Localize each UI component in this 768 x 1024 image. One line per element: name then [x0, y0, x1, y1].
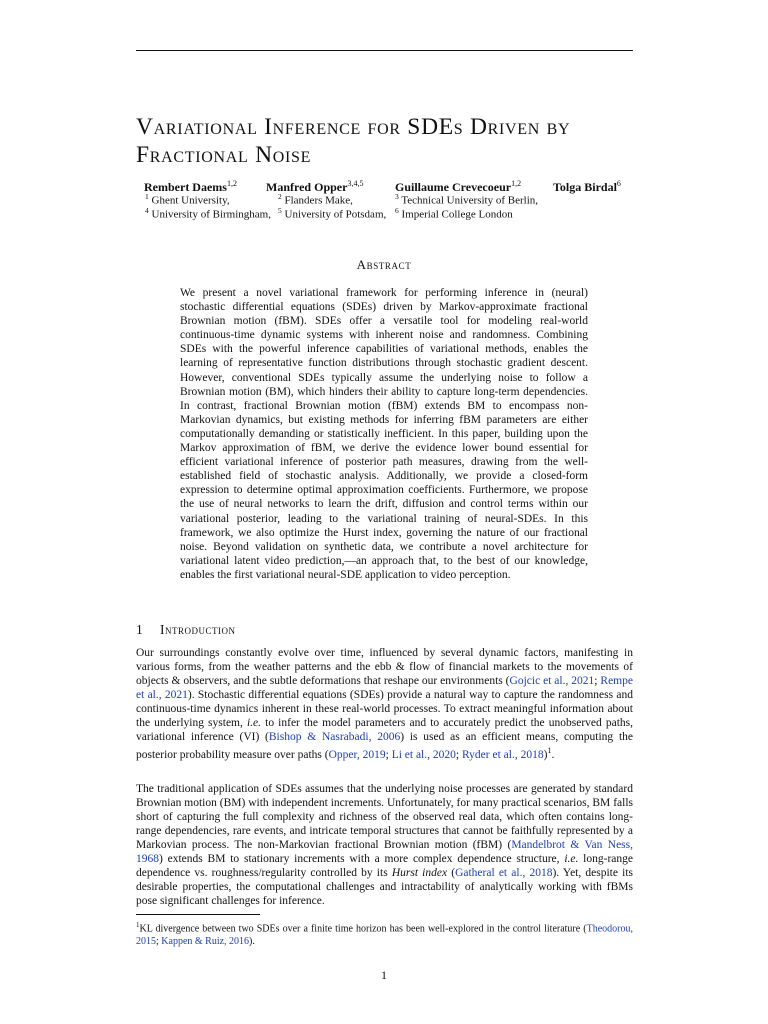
- affiliation-6: [395, 204, 513, 222]
- citation-link[interactable]: Bishop & Nasrabadi, 2006: [268, 731, 401, 743]
- affiliation-text: University of Potsdam,: [284, 208, 387, 221]
- affiliation-4: [145, 204, 271, 222]
- citation-link[interactable]: Opper, 2019: [328, 748, 386, 761]
- affiliation-sup: 5: [278, 206, 282, 215]
- affiliation-text: Imperial College London: [401, 208, 513, 221]
- author-sup: 1,2: [511, 179, 522, 188]
- affiliation-text: Ghent University,: [151, 194, 230, 207]
- affiliation-sup: 4: [145, 206, 149, 215]
- author-sup: 6: [616, 179, 621, 188]
- text-run: to infer the model parameters and to accurately predict the unobserved paths, variational inference (VI) (: [136, 717, 633, 743]
- text-run: .: [551, 748, 555, 761]
- affiliation-sup: 3: [395, 192, 399, 201]
- text-run: ;: [594, 675, 601, 687]
- section-heading: [136, 622, 236, 638]
- text-run: ) extends BM to stationary increments with a more complex dependence structure,: [159, 853, 565, 865]
- text-run: ). Yet, despite its desirable properties, the computational challenges and intractability of analytically working with fBMs pose significant challenges for inference.: [136, 867, 633, 907]
- text-run: ) is used as an efficient means, computing the posterior probability measure over paths (: [136, 731, 634, 761]
- citation-link[interactable]: Li et al., 2020: [391, 748, 456, 761]
- footnote-sup: 1: [136, 921, 140, 929]
- author-4: [553, 176, 621, 195]
- affiliation-text: Flanders Make,: [284, 194, 353, 207]
- citation-link[interactable]: Mandelbrot & Van Ness, 1968: [136, 839, 633, 865]
- abstract-text: We present a novel variational framework for performing inference in (neural) stochastic differential equations (SDEs) driven by Markov-approximate fractional Brownian motion (fBM). SDEs offer a versatile tool for modeling real-world continuous-time dynamic systems with inherent noise and randomness. Combining SDEs with the powerful inference capabilities of variational methods, enables the learning of representative function distributions through stochastic gradient descent. However, conventional SDEs typically assume the underlying noise to follow a Brownian motion (BM), which hinders their ability to capture long-term dependencies. In contrast, fractional Brownian motion (fBM) extends BM to encompass non-Markovian dynamics, but existing methods for inferring fBM parameters are either computationally demanding or statistically inefficient. In this paper, building upon the Markov approximation of fBM, we derive the evidence lower bound essential for efficient variational inference of posterior path measures, drawing from the well-established field of stochastic analysis. Additionally, we provide a closed-form expression to determine optimal approximation coefficients. Furthermore, we propose the use of neural networks to learn the drift, diffusion and control terms within our variational posterior, leading to the variational training of neural-SDEs. In this framework, we also optimize the Hurst index, governing the nature of our fractional noise. Beyond validation on synthetic data, we contribute a novel architecture for variational latent video prediction,—an approach that, to the best of our knowledge, enables the first variational neural-SDE application to video perception.: [180, 287, 588, 581]
- footnote-rule: [136, 914, 260, 915]
- text-run: Our surroundings constantly evolve over time, influenced by several dynamic factors, manifesting in various forms, from the weather patterns and the ebb & flow of financial markets to the movements of objects & observers, and the subtle deformations that reshape our environments (: [136, 647, 633, 687]
- citation-link[interactable]: Gojcic et al., 2021: [509, 675, 595, 687]
- text-run: (: [447, 867, 456, 879]
- abstract-heading: Abstract: [356, 257, 412, 272]
- citation-link[interactable]: Ryder et al., 2018: [461, 748, 544, 761]
- paper-title: Variational Inference for SDEs Driven by Fractional Noise: [136, 113, 571, 168]
- text-run: ): [543, 748, 548, 761]
- text-run-italic: i.e.: [564, 853, 579, 865]
- citation-link[interactable]: Theodorou, 2015: [136, 923, 633, 947]
- hurst-index-term: Hurst index: [391, 867, 448, 879]
- section-number: 1: [136, 622, 144, 637]
- affiliation-sup: 2: [278, 192, 282, 201]
- footnote-marker[interactable]: 1: [547, 746, 552, 755]
- affiliation-sup: 1: [145, 192, 149, 201]
- text-run: The traditional application of SDEs assumes that the underlying noise processes are generated by standard Brownian motion (BM) with independent increments. Unfortunately, for many practical scenarios, BM falls short of capturing the full complexity and richness of the observed real data, which often contains long-range dependencies, rare events, and intricate temporal structures that cannot be faithfully represented by a Markovian process. The non-Markovian fractional Brownian motion (fBM) (: [136, 783, 633, 851]
- text-run: long-range dependence vs. roughness/regularity controlled by its: [136, 853, 633, 879]
- affiliation-5: [278, 204, 386, 222]
- footnote: [136, 919, 633, 948]
- text-run: ;: [156, 935, 162, 947]
- text-run: ;: [455, 748, 462, 761]
- text-run: KL divergence between two SDEs over a finite time horizon has been well-explored in the control literature (: [139, 923, 587, 935]
- author-name: Rembert Daems: [144, 180, 227, 194]
- citation-link[interactable]: Kappen & Ruiz, 2016: [161, 935, 250, 947]
- citation-link[interactable]: Rempe et al., 2021: [136, 675, 633, 701]
- author-sup: 3,4,5: [347, 179, 364, 188]
- author-name: Tolga Birdal: [553, 180, 617, 194]
- affiliation-text: University of Birmingham,: [151, 208, 271, 221]
- author-sup: 1,2: [226, 179, 237, 188]
- author-name: Manfred Opper: [266, 180, 348, 194]
- text-run: ). Stochastic differential equations (SDEs) provide a natural way to capture the randomness and continuous-time dynamics inherent in these real-world processes. To extract meaningful information about the underlying system,: [136, 689, 633, 729]
- text-run: ).: [249, 935, 255, 947]
- affiliation-sup: 6: [395, 206, 399, 215]
- section-title: Introduction: [160, 622, 236, 637]
- top-rule: [136, 50, 633, 51]
- page-number: 1: [381, 968, 387, 982]
- author-name: Guillaume Crevecoeur: [395, 180, 512, 194]
- text-run: ;: [385, 748, 392, 761]
- affiliation-text: Technical University of Berlin,: [401, 194, 539, 207]
- text-run-italic: i.e.: [246, 717, 262, 729]
- intro-paragraph-2: [136, 782, 633, 908]
- intro-paragraph-1: [136, 646, 633, 762]
- citation-link[interactable]: Gatheral et al., 2018: [455, 867, 553, 879]
